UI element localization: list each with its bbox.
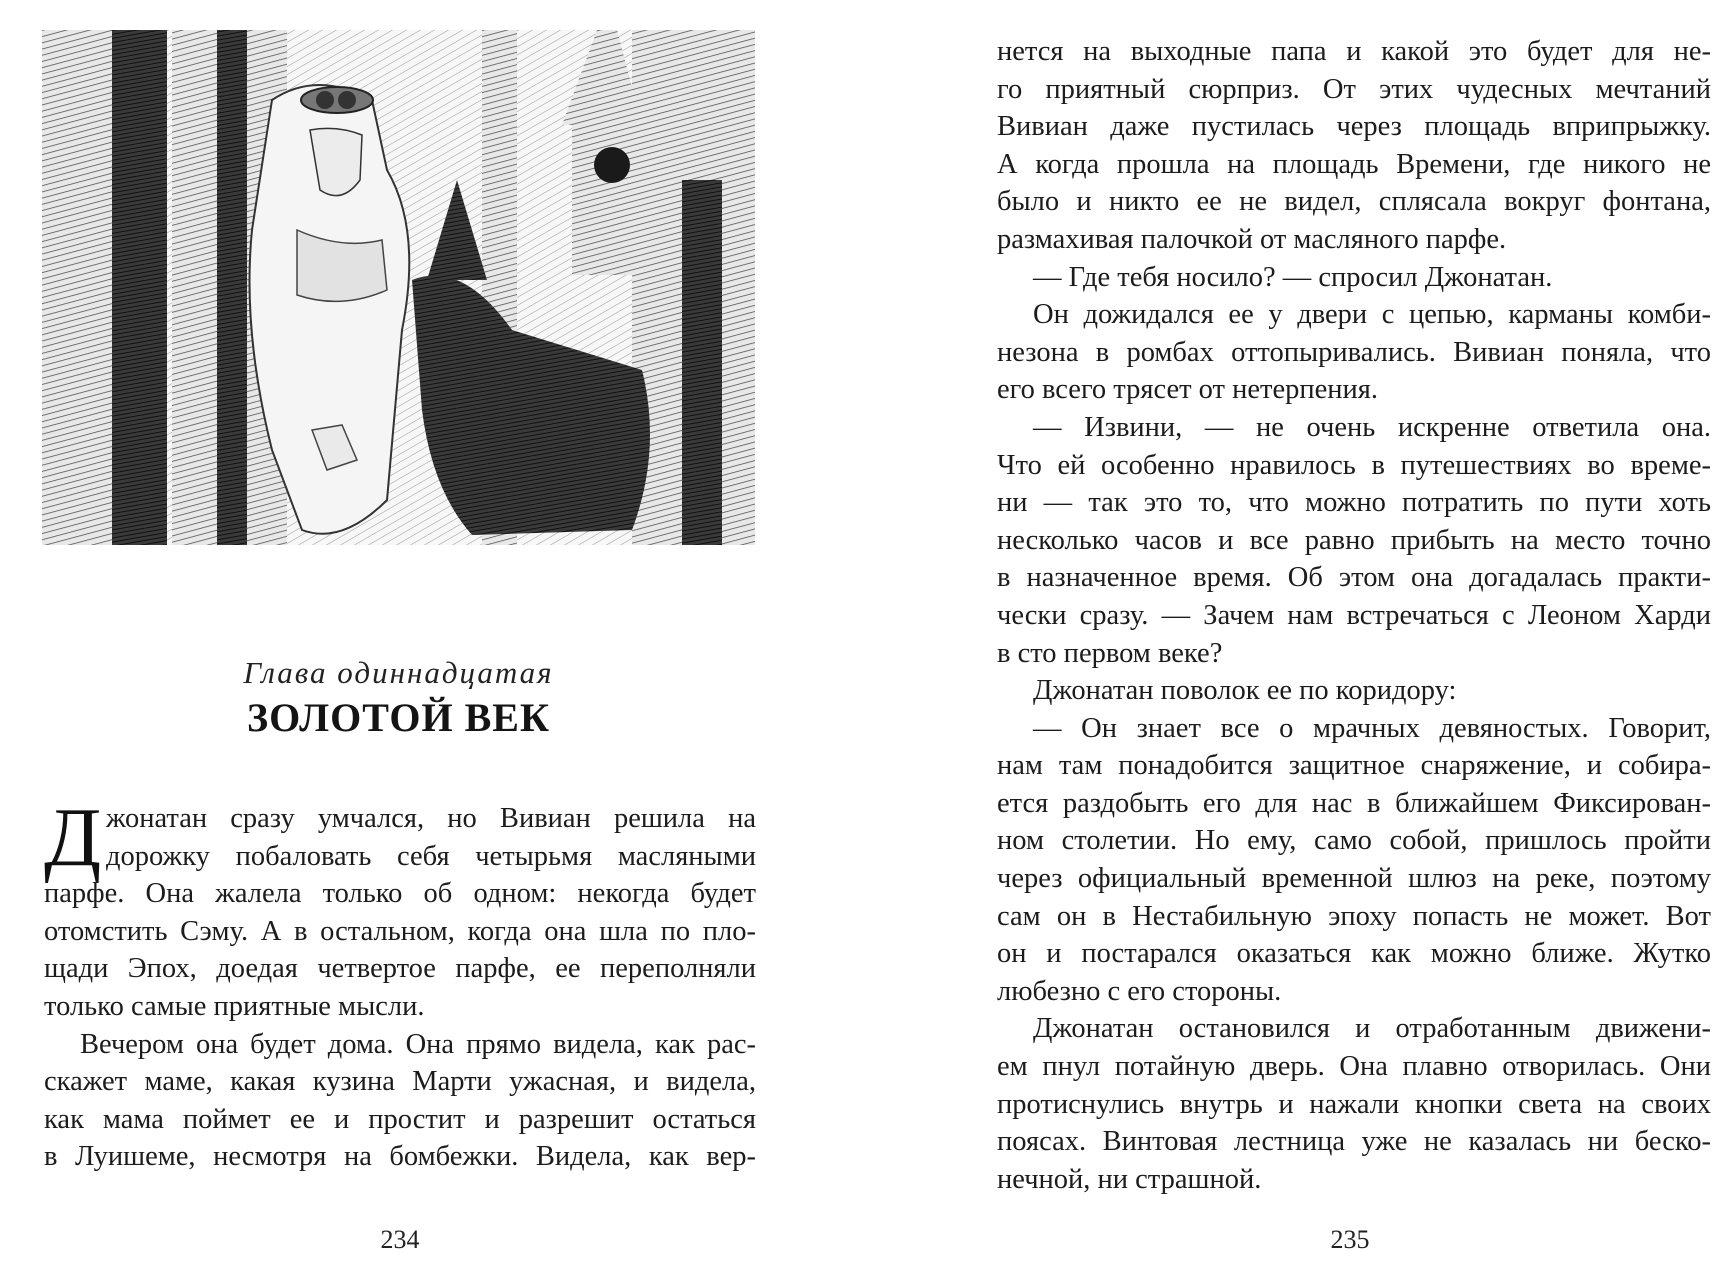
text-line: ем пнул потайную дверь. Она плавно отворилась. Они	[997, 1051, 1711, 1083]
right-body-text	[997, 33, 1711, 1198]
text-line: — Где тебя носило? — спросил Джонатан.	[1033, 261, 1553, 293]
ink-illustration-icon	[42, 30, 755, 545]
text-line: дорожку побаловать себя четырьмя масляными	[106, 840, 756, 872]
left-body-text	[44, 791, 756, 1176]
text-line: Джонатан остановился и отработанным движени-	[1033, 1013, 1711, 1045]
text-line: щади Эпох, доедая четвертое парфе, ее переполняли	[44, 953, 756, 985]
text-line: нечной, ни страшной.	[997, 1163, 1262, 1195]
text-line: Вивиан даже пустилась через площадь вприпрыжку.	[997, 111, 1711, 143]
page-number-left: 234	[380, 1225, 420, 1254]
text-line: ном столетии. Но ему, само собой, пришлось пройти	[997, 825, 1711, 857]
text-line: было и никто ее не видел, сплясала вокруг фонтана,	[997, 186, 1711, 218]
text-line: сам он в Нестабильную эпоху попасть не может. Вот	[997, 900, 1711, 932]
text-line: в назначенное время. Об этом она догадалась практи-	[997, 562, 1711, 594]
text-line: поясах. Винтовая лестница уже не казалась ни беско-	[997, 1126, 1711, 1158]
text-line: протиснулись внутрь и нажали кнопки света на своих	[997, 1088, 1711, 1120]
text-line: нам там понадобится защитное снаряжение, и собира-	[997, 750, 1711, 782]
chapter-heading	[42, 655, 755, 743]
text-line: парфе. Она жалела только об одном: некогда будет	[44, 878, 756, 910]
chapter-illustration	[42, 30, 755, 545]
text-line: как мама поймет ее и простит и разрешит остаться	[44, 1103, 756, 1135]
text-line: — Извини, — не очень искренне ответила она.	[1033, 411, 1711, 443]
text-line: через официальный временной шлюз на реке, поэтому	[997, 863, 1711, 895]
text-line: — Он знает все о мрачных девяностых. Говорит,	[1033, 712, 1711, 744]
text-line: в сто первом веке?	[997, 637, 1223, 669]
text-line: Джонатан поволок ее по коридору:	[1033, 675, 1457, 707]
text-line: нется на выходные папа и какой это будет для не-	[997, 36, 1711, 67]
drop-cap: Д	[44, 791, 102, 884]
text-line: он и постарался оказаться как можно ближе. Жутко	[997, 938, 1711, 970]
dropcap-paragraph	[44, 791, 756, 884]
right-page	[862, 0, 1724, 1268]
text-line: отомстить Сэму. А в остальном, когда она шла по пло-	[44, 915, 756, 947]
text-line: в Луишеме, несмотря на бомбежки. Видела, как вер-	[44, 1141, 756, 1173]
text-line: ется раздобыть его для нас в ближайшем Фиксирован-	[997, 787, 1711, 819]
text-line: ни — так это то, что можно потратить по пути хоть	[997, 487, 1711, 519]
text-line: размахивая палочкой от масляного парфе.	[997, 223, 1507, 255]
text-line: любезно с его стороны.	[997, 975, 1282, 1007]
text-line: его всего трясет от нетерпения.	[997, 374, 1379, 406]
chapter-title: ЗОЛОТОЙ ВЕК	[247, 695, 550, 740]
text-line: Он дожидался ее у двери с цепью, карманы комби-	[1033, 299, 1711, 331]
text-line: жонатан сразу умчался, но Вивиан решила на	[106, 803, 756, 834]
text-line: А когда прошла на площадь Времени, где никого не	[997, 148, 1711, 180]
page-number-right: 235	[1330, 1225, 1370, 1254]
text-line: го приятный сюрприз. От этих чудесных мечтаний	[997, 73, 1711, 105]
text-line: несколько часов и все равно прибыть на место точно	[997, 524, 1711, 556]
text-line: скажет маме, какая кузина Марти ужасная, и видела,	[44, 1066, 756, 1098]
text-line: только самые приятные мысли.	[44, 990, 425, 1022]
text-line: Вечером она будет дома. Она прямо видела, как рас-	[80, 1028, 756, 1060]
chapter-number: Глава одиннадцатая	[243, 655, 554, 690]
text-line: незона в ромбах оттопыривались. Вивиан поняла, что	[997, 336, 1711, 368]
text-line: Что ей особенно нравилось в путешествиях во време-	[997, 449, 1711, 481]
text-line: чески сразу. — Зачем нам встречаться с Леоном Харди	[997, 599, 1711, 631]
